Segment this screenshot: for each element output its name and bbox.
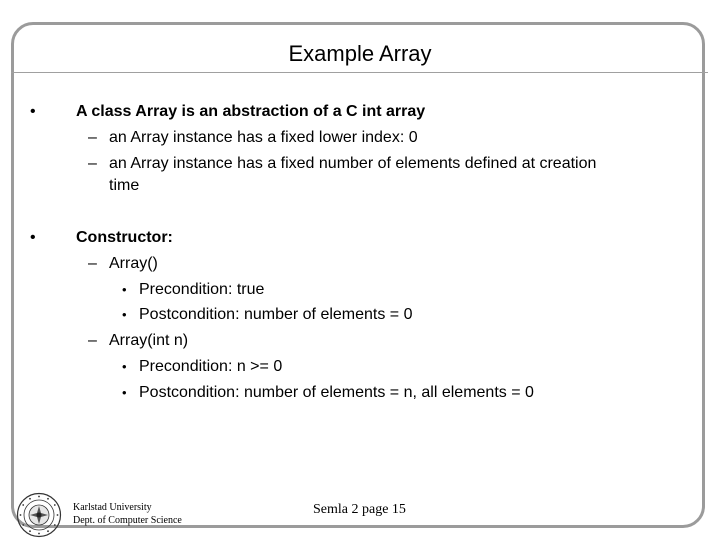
sub-sub-bullet-text: Precondition: n >= 0: [139, 358, 283, 375]
slide-title: Example Array: [288, 41, 432, 66]
dash-marker: –: [88, 255, 97, 272]
sub-sub-bullet-text: Precondition: true: [139, 281, 265, 298]
footer-university: [73, 501, 182, 527]
page-number: Semla 2 page 15: [313, 502, 406, 517]
bullet-text: A class Array is an abstraction of a C int array: [76, 103, 426, 120]
sub-bullet-text: Array(int n): [109, 332, 189, 349]
bullet-marker: •: [122, 385, 127, 400]
dash-marker: –: [88, 332, 97, 349]
sub-bullet-continuation: time: [109, 177, 140, 194]
sub-bullet-text: Array(): [109, 255, 158, 272]
bullet-marker: •: [30, 229, 36, 246]
university-name: Karlstad University: [73, 502, 152, 513]
bullet-marker: •: [122, 282, 127, 297]
sub-bullet-text: an Array instance has a fixed lower index: 0: [109, 129, 418, 146]
bullet-marker: •: [30, 103, 36, 120]
sub-sub-bullet-text: Postcondition: number of elements = 0: [139, 306, 413, 323]
dash-marker: –: [88, 155, 97, 172]
dash-marker: –: [88, 129, 97, 146]
bullet-text: Constructor:: [76, 229, 173, 246]
bullet-marker: •: [122, 359, 127, 374]
title-divider: [11, 72, 708, 73]
sub-bullet-text: an Array instance has a fixed number of elements defined at creation: [109, 155, 597, 172]
bullet-marker: •: [122, 307, 127, 322]
university-seal-icon: [16, 492, 62, 538]
sub-sub-bullet-text: Postcondition: number of elements = n, all elements = 0: [139, 384, 534, 401]
slide-frame: [11, 22, 705, 528]
department-name: Dept. of Computer Science: [73, 515, 182, 526]
